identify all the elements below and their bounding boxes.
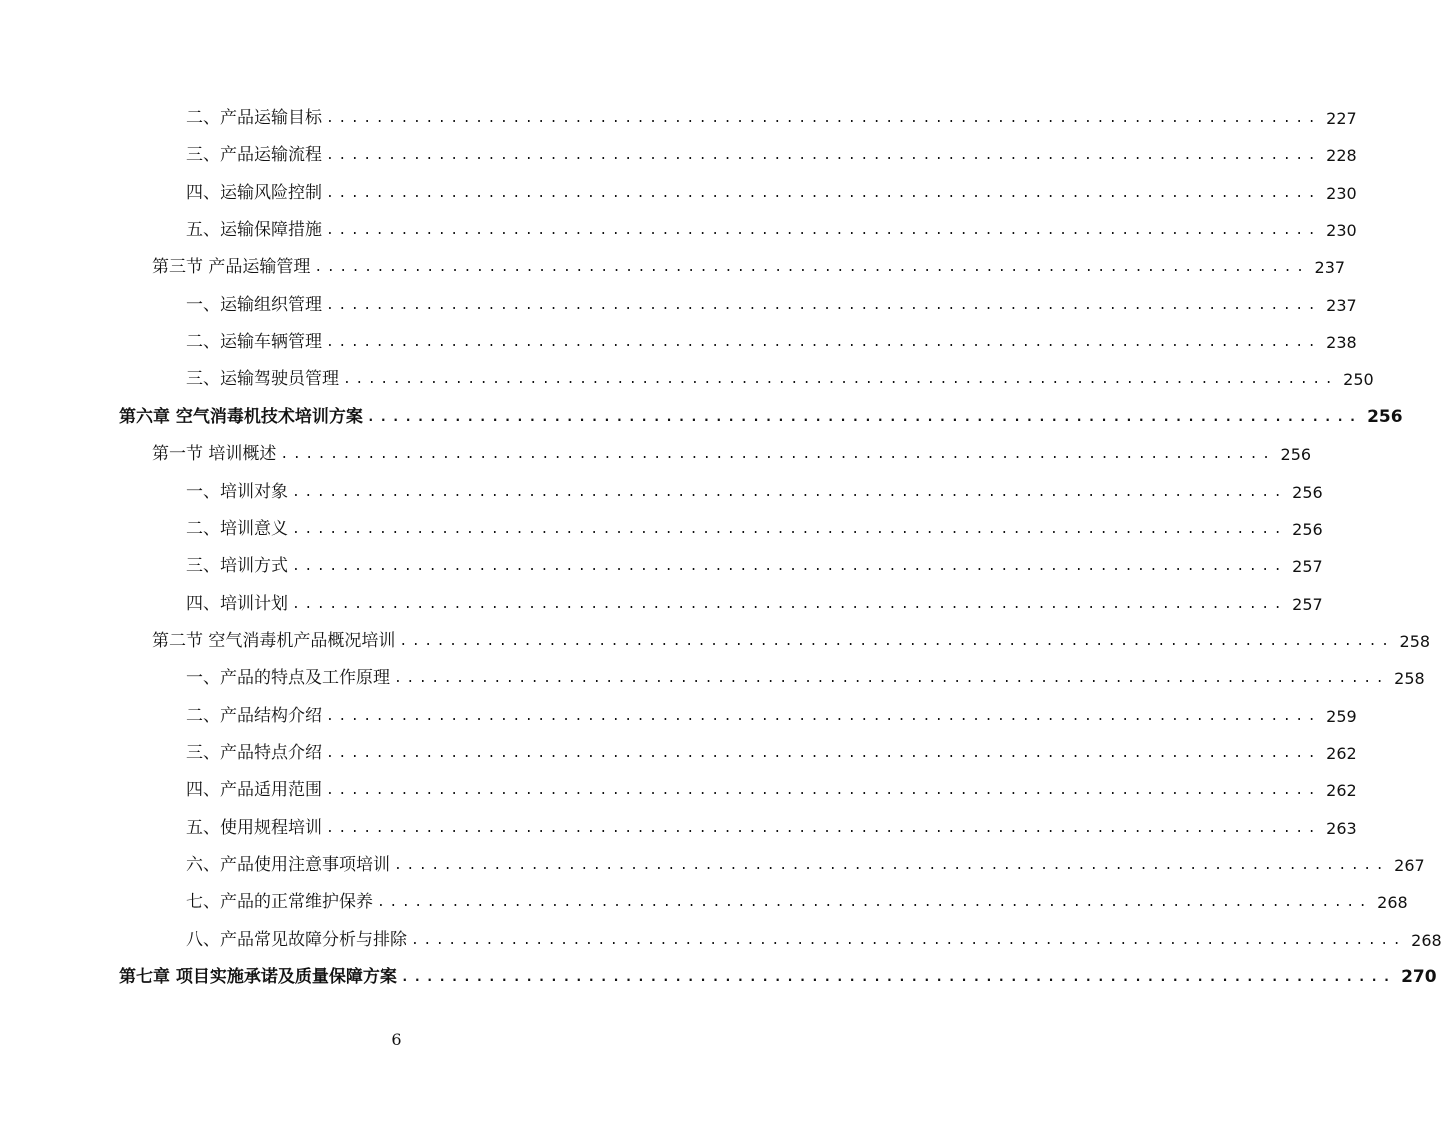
toc-entry-title: 二、产品运输目标: [186, 108, 322, 128]
toc-page-number: 268: [1377, 893, 1408, 913]
toc-page-number: 256: [1292, 482, 1323, 502]
toc-chapter-entry[interactable]: [119, 399, 1403, 436]
toc-entry-title: 第一节 培训概述: [152, 444, 277, 465]
toc-subsection-entry[interactable]: [186, 474, 1323, 511]
toc-dot-leader: ................................................................................: [326, 223, 1321, 239]
toc-chapter-entry[interactable]: [119, 959, 1437, 996]
toc-entry-title: 五、运输保障措施: [186, 220, 322, 241]
toc-entry-title: 八、产品常见故障分析与排除: [186, 929, 407, 950]
toc-entry-title: 一、运输组织管理: [186, 294, 322, 315]
toc-dot-leader: ................................................................................: [326, 335, 1321, 351]
toc-subsection-entry[interactable]: [186, 212, 1357, 249]
toc-dot-leader: ................................................................................: [394, 858, 1389, 873]
page-number: 6: [391, 1030, 402, 1049]
toc-section-entry[interactable]: [152, 249, 1346, 286]
toc-subsection-entry[interactable]: [186, 847, 1425, 884]
toc-dot-leader: ................................................................................: [411, 932, 1406, 948]
toc-entry-title: 四、培训计划: [186, 593, 288, 614]
toc-page-number: 237: [1314, 258, 1346, 278]
toc-page-number: 228: [1326, 146, 1357, 166]
toc-dot-leader: ................................................................................: [326, 185, 1321, 201]
toc-entry-title: 三、运输驾驶员管理: [186, 369, 339, 390]
toc-page-number: 230: [1326, 221, 1357, 241]
toc-subsection-entry[interactable]: [186, 511, 1323, 548]
toc-page-number: 227: [1326, 109, 1357, 128]
toc-entry-title: 五、使用规程培训: [186, 817, 322, 838]
toc-dot-leader: ................................................................................: [326, 783, 1321, 799]
toc-entry-title: 六、产品使用注意事项培训: [186, 855, 390, 875]
toc-dot-leader: ................................................................................: [292, 596, 1287, 612]
toc-dot-leader: ................................................................................: [343, 372, 1338, 388]
toc-page-number: 258: [1394, 669, 1425, 689]
toc-entry-title: 二、培训意义: [186, 518, 288, 539]
toc-entry-title: 一、培训对象: [186, 481, 288, 502]
toc-page-number: 268: [1411, 930, 1442, 950]
toc-subsection-entry[interactable]: [186, 100, 1357, 137]
toc-entry-title: 四、运输风险控制: [186, 182, 322, 203]
toc-dot-leader: ................................................................................: [326, 708, 1321, 724]
toc-page-number: 257: [1292, 594, 1323, 614]
toc-subsection-entry[interactable]: [186, 324, 1357, 361]
toc-dot-leader: ................................................................................: [280, 447, 1275, 463]
toc-entry-title: 三、培训方式: [186, 556, 288, 577]
toc-entry-title: 三、产品运输流程: [186, 145, 322, 166]
toc-page-number: 262: [1326, 743, 1357, 763]
toc-dot-leader: ................................................................................: [292, 484, 1287, 500]
toc-subsection-entry[interactable]: [186, 922, 1442, 959]
toc-page-number: 256: [1292, 519, 1323, 539]
toc-entry-title: 二、运输车辆管理: [186, 332, 322, 353]
toc-page-number: 230: [1326, 183, 1357, 203]
toc-subsection-entry[interactable]: [186, 810, 1357, 847]
toc-entry-title: 第七章 项目实施承诺及质量保障方案: [119, 967, 397, 988]
toc-dot-leader: ................................................................................: [292, 559, 1287, 575]
toc-page-number: 259: [1326, 706, 1357, 726]
toc-dot-leader: ................................................................................: [399, 633, 1394, 649]
toc-page-number: 257: [1292, 557, 1323, 577]
toc-page-number: 256: [1367, 406, 1403, 427]
toc-subsection-entry[interactable]: [186, 698, 1357, 735]
toc-entry-title: 二、产品结构介绍: [186, 705, 322, 726]
toc-page-number: 270: [1401, 967, 1437, 988]
toc-dot-leader: ................................................................................: [314, 260, 1309, 276]
toc-dot-leader: ................................................................................: [292, 521, 1287, 537]
toc-subsection-entry[interactable]: [186, 772, 1357, 809]
toc-subsection-entry[interactable]: [186, 660, 1425, 697]
toc-page-number: 267: [1394, 856, 1425, 875]
toc-dot-leader: ................................................................................: [326, 148, 1321, 164]
toc-subsection-entry[interactable]: [186, 287, 1357, 324]
toc-page-number: 250: [1343, 370, 1374, 390]
toc-dot-leader: ................................................................................: [394, 671, 1389, 687]
toc-section-entry[interactable]: [152, 623, 1431, 660]
toc-subsection-entry[interactable]: [186, 137, 1357, 174]
toc-dot-leader: ................................................................................: [326, 820, 1321, 836]
toc-page-number: 258: [1399, 631, 1431, 651]
toc-dot-leader: ................................................................................: [366, 409, 1362, 425]
toc-entry-title: 第三节 产品运输管理: [152, 257, 311, 278]
toc-dot-leader: ................................................................................: [400, 970, 1396, 986]
toc-entry-title: 七、产品的正常维护保养: [186, 892, 373, 913]
toc-entry-title: 一、产品的特点及工作原理: [186, 668, 390, 689]
toc-entry-title: 三、产品特点介绍: [186, 742, 322, 763]
toc-page-number: 238: [1326, 333, 1357, 353]
toc-subsection-entry[interactable]: [186, 735, 1357, 772]
toc-subsection-entry[interactable]: [186, 361, 1374, 398]
toc-dot-leader: ................................................................................: [326, 745, 1321, 761]
toc-entry-title: 四、产品适用范围: [186, 780, 322, 801]
toc-dot-leader: ................................................................................: [326, 297, 1321, 313]
toc-dot-leader: ................................................................................: [377, 895, 1372, 911]
toc-subsection-entry[interactable]: [186, 884, 1408, 921]
toc-page-number: 237: [1326, 295, 1357, 315]
toc-entry-title: 第二节 空气消毒机产品概况培训: [152, 630, 396, 651]
toc-page-number: 262: [1326, 781, 1357, 801]
toc-page-number: 256: [1280, 445, 1312, 465]
toc-subsection-entry[interactable]: [186, 586, 1323, 623]
toc-dot-leader: ................................................................................: [326, 111, 1321, 126]
toc-entry-title: 第六章 空气消毒机技术培训方案: [119, 406, 363, 427]
toc-subsection-entry[interactable]: [186, 175, 1357, 212]
toc-page-number: 263: [1326, 818, 1357, 838]
toc-subsection-entry[interactable]: [186, 548, 1323, 585]
toc-section-entry[interactable]: [152, 436, 1312, 473]
